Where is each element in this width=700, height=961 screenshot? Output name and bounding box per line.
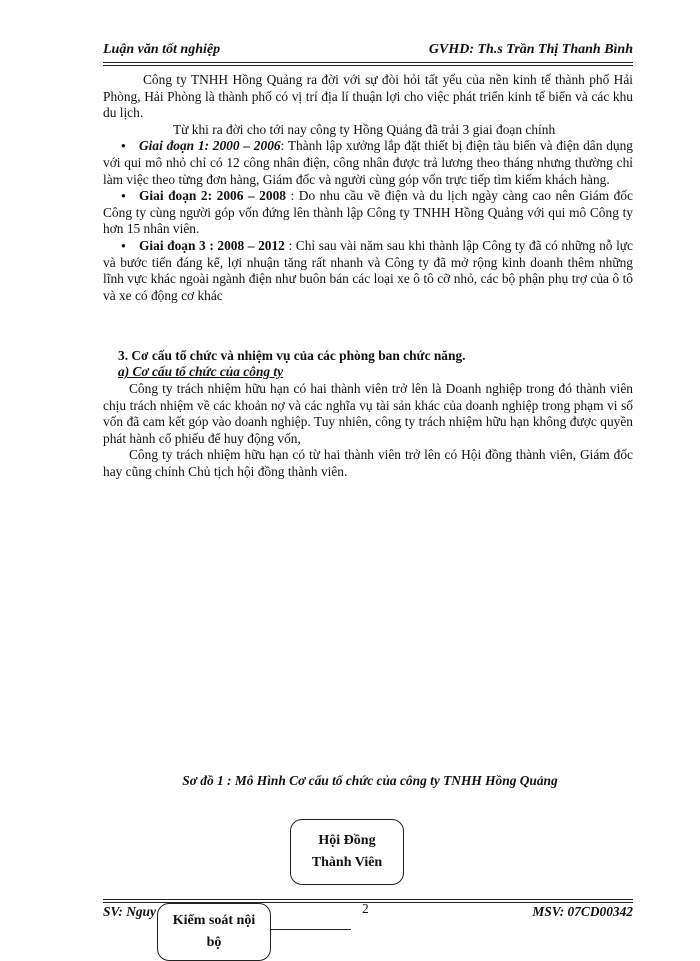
- header-right: GVHD: Th.s Trần Thị Thanh Bình: [428, 42, 633, 57]
- box-top-line-1: Hội Đồng: [318, 833, 376, 848]
- stage-3-label: Giai đoạn 3 : 2008 – 2012: [139, 237, 285, 253]
- section-3-paragraph-1: Công ty trách nhiệm hữu hạn có hai thành viên trở lên là Doanh nghiệp trong đó thành viên chịu trách nhiệm về các khoản nợ và các nghĩa vụ tài sản khác của doanh nghiệp trong phạm vi số vốn đã cam kết góp vào doanh nghiệp. Tuy nhiên, công ty trách nhiệm hữu hạn không được quyền phát hành cổ phiếu để huy động vốn,: [103, 381, 633, 446]
- stage-2-label: Giai đoạn 2: 2006 – 2008: [139, 188, 286, 204]
- footer-left: SV: Nguy: [103, 904, 156, 919]
- section-3-title: 3. Cơ cấu tổ chức và nhiệm vụ của các phòng ban chức năng.: [118, 348, 466, 363]
- footer-right: MSV: 07CD00342: [532, 904, 633, 919]
- box-top-line-2: Thành Viên: [311, 855, 383, 870]
- stage-1-text: : Thành lập xưởng lắp đặt thiết bị điện tàu biển và điện dân dụng với qui mô nhỏ chỉ có 12 công nhân điện, công nhân được trả lương theo tháng nhưng thường chỉ làm việc theo từng đơn hàng, Giám đốc và người cùng góp vốn trực tiếp tìm kiếm khách hàng.: [103, 138, 633, 187]
- section-3a-subtitle: a) Cơ cấu tổ chức của công ty: [118, 364, 284, 379]
- diagram-caption: Sơ đồ 1 : Mô Hình Cơ cấu tổ chức của công ty TNHH Hồng Quảng: [182, 773, 558, 788]
- header-rule-double: [103, 65, 633, 66]
- page-number: 2: [362, 901, 369, 916]
- section-3-paragraph-2: Công ty trách nhiệm hữu hạn có từ hai thành viên trở lên có Hội đồng thành viên, Giám đốc hay cũng chính Chủ tịch hội đồng thành viên.: [103, 447, 633, 479]
- intro-paragraph-2: Từ khi ra đời cho tới nay công ty Hồng Quảng đã trải 3 giai đoạn chính: [173, 121, 556, 137]
- stage-2: [103, 188, 633, 238]
- stage-1-label: Giai đoạn 1: 2000 – 2006: [139, 138, 281, 154]
- header-rule: [103, 62, 633, 63]
- box-hoi-dong-thanh-vien: [290, 819, 404, 885]
- diagram-connector-line: [269, 929, 351, 930]
- stage-1: [103, 138, 633, 188]
- section-3-body: [103, 381, 633, 481]
- intro-paragraph-1: Công ty TNHH Hồng Quảng ra đời với sự đòi hỏi tất yếu của nền kinh tế thành phố Hải Phòng, Hải Phòng là thành phố có vị trí địa lí thuận lợi cho việc phát triển kinh tế biển và các khu du lịch.: [103, 72, 633, 121]
- body-top: [103, 72, 633, 304]
- footer-rule: [103, 899, 633, 900]
- stage-3: [103, 238, 633, 304]
- header-left: Luận văn tốt nghiệp: [103, 42, 221, 57]
- box-left-line-2: bộ: [206, 935, 222, 950]
- stage-3-text: : Chỉ sau vài năm sau khi thành lập Công ty đã có những nỗ lực và bước tiến đáng kể, lợi nhuận tăng rất nhanh và Công ty đã mở rộng kinh doanh thêm những lĩnh vực khác ngoài ngành điện như buôn bán các loại xe ô tô cỡ nhỏ, các bộ phận phụ trợ của ô tô và xe có động cơ khác: [103, 237, 633, 303]
- box-left-line-1: Kiểm soát nội: [172, 913, 256, 928]
- stage-2-text: : Do nhu cầu về điện và du lịch ngày càng cao nên Giám đốc Công ty cùng người góp vốn đứng lên thành lập Công ty TNHH Hồng Quảng với qui mô Công ty hơn 15 nhân viên.: [103, 188, 633, 237]
- box-kiem-soat-noi-bo: [157, 903, 271, 961]
